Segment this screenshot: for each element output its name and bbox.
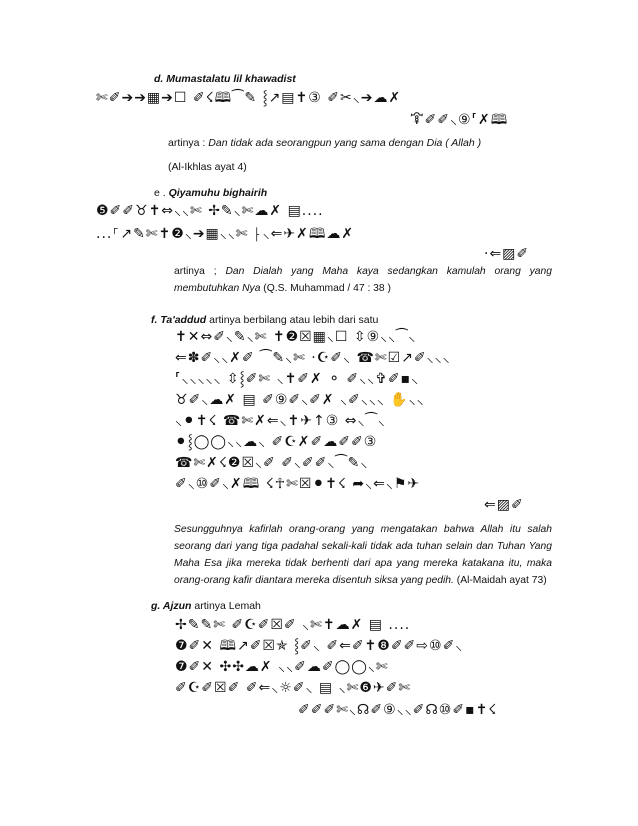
section-g-arabic-line-5: ✐✐✐✄⸜☊✐⑨⸜⸜✐☊⑩✐▪✝☇: [298, 702, 498, 718]
section-f-heading-row: [151, 314, 378, 327]
section-e-heading-row: [154, 187, 267, 200]
translation-label: artinya :: [168, 137, 209, 149]
section-e-heading: Qiyamuhu bighairih: [168, 187, 268, 199]
section-f-arabic-line-3: ⸢⸜⸜⸜⸜⸜ ⇳⸾✐✄ ⸜✝✐✗ ⚬ ✐⸜⸜✞✐▪⸜: [175, 371, 420, 387]
translation-text: Dan Dialah yang Maha kaya sedangkan kamulah orang yang membutuhkan Nya: [174, 266, 552, 294]
section-d-source: (Al-Ikhlas ayat 4): [168, 161, 247, 173]
translation-source: (Q.S. Muhammad / 47 : 38 ): [260, 283, 391, 294]
section-d-heading: d. Mumastalatu lil khawadist: [154, 73, 296, 85]
section-e-arabic-line-1: ❺✐✐♉✝⇔⸜⸜✄ ✢✎⸜✄☁✗ ▤....: [96, 203, 324, 219]
section-e-label: e .: [154, 187, 169, 199]
section-g-heading-rest: artinya Lemah: [191, 600, 261, 612]
section-g-arabic-line-2: ❼✐✕ 🕮↗✐☒✯ ⸾✐⸜ ✐⇐✐✝❽✐✐⇨⑩✐⸜: [175, 638, 464, 654]
section-e-translation: [174, 263, 552, 297]
section-f-arabic-line-4: ♉✐⸜☁✗ ▤ ✐⑨✐⸜✐✗ ⸜✐⸜⸜⸜ ✋⸜⸜: [175, 392, 425, 408]
section-g-heading-row: [151, 600, 261, 613]
section-f-arabic-line-8: ✐⸜⑩✐⸜✗🕮 ☇☥✄☒⚫✝☇ ➦⸜⇐⸜⚑✈: [175, 476, 421, 492]
section-g-arabic-line-4: ✐☪✐☒✐ ✐⇐⸜☼✐⸜ ▤ ⸜✄❻✈✐✄: [175, 680, 412, 696]
section-f-arabic-line-1: ✝✕⇔✐⸜✎⸜✄ ✝❷☒▦⸜☐ ⇳⑨⸜⸜⁀⸜: [175, 329, 417, 345]
section-e-arabic-line-3: ·⇐▨✐: [484, 246, 530, 262]
translation-text: Dan tidak ada seorangpun yang sama dengan Dia ( Allah ): [208, 137, 482, 149]
section-g-arabic-line-1: ✢✎✎✄ ✐☪✐☒✐ ⸜✄✝☁✗ ▤ ....: [175, 617, 411, 633]
section-f-arabic-line-6: ⚫⸾◯◯⸜⸜☁⸜ ✐☪✗✐☁✐✐③: [175, 434, 378, 450]
section-d-arabic-line-2: 🜒✐✐⸜⑨⸢✗🕮: [410, 112, 509, 128]
section-d-arabic-line-1: ✄✐➔➔▦➔☐ ✐☇🕮⁀✎ ⸾↗▤✝③ ✐✂⸜➔☁✗: [96, 90, 402, 106]
section-f-arabic-line-7: ☎✄✗☇❷☒⸜✐ ✐⸜✐✐⸜⁀✎⸜: [175, 455, 369, 471]
section-e-arabic-line-2: ...⸀↗✎✄✝❷⸜➔▦⸜⸜✄ ⸠⸜⇐✈✗🕮☁✗: [96, 226, 355, 242]
translation-text: Sesungguhnya kafirlah orang-orang yang mengatakan bahwa Allah itu salah seorang dari yang tiga padahal sekali-kali tidak ada tuhan selain dan Tuhan Yang Maha Esa jika mereka tidak berhenti dari apa yang mereka katakana itu, maka orang-orang kafir diantara mereka disentuh siksa yang pedih.: [174, 524, 552, 586]
section-f-arabic-line-5: ⸜⚫✝☇ ☎✄✗⇐⸜✝✈↑③ ⇔⸜⁀⸜: [175, 413, 386, 429]
section-g-arabic-line-3: ❼✐✕ ✣✣☁✗ ⸜⸜✐☁✐◯◯⸜✄: [175, 659, 389, 675]
translation-label: artinya ;: [174, 266, 226, 277]
section-g-heading: g. Ajzun: [151, 600, 192, 612]
translation-source: (Al-Maidah ayat 73): [453, 575, 547, 586]
section-f-heading: f. Ta'addud: [151, 314, 207, 326]
section-f-arabic-line-9: ⇐▨✐: [484, 497, 524, 513]
section-d-translation-row: [168, 137, 481, 150]
section-f-heading-rest: artinya berbilang atau lebih dari satu: [206, 314, 379, 326]
section-f-arabic-line-2: ⇐✽✐⸜⸜✗✐ ⁀✎⸜✄ ·☪✐⸜ ☎✄☑↗✐⸜⸜⸜: [175, 350, 451, 366]
section-f-translation: [174, 521, 552, 589]
